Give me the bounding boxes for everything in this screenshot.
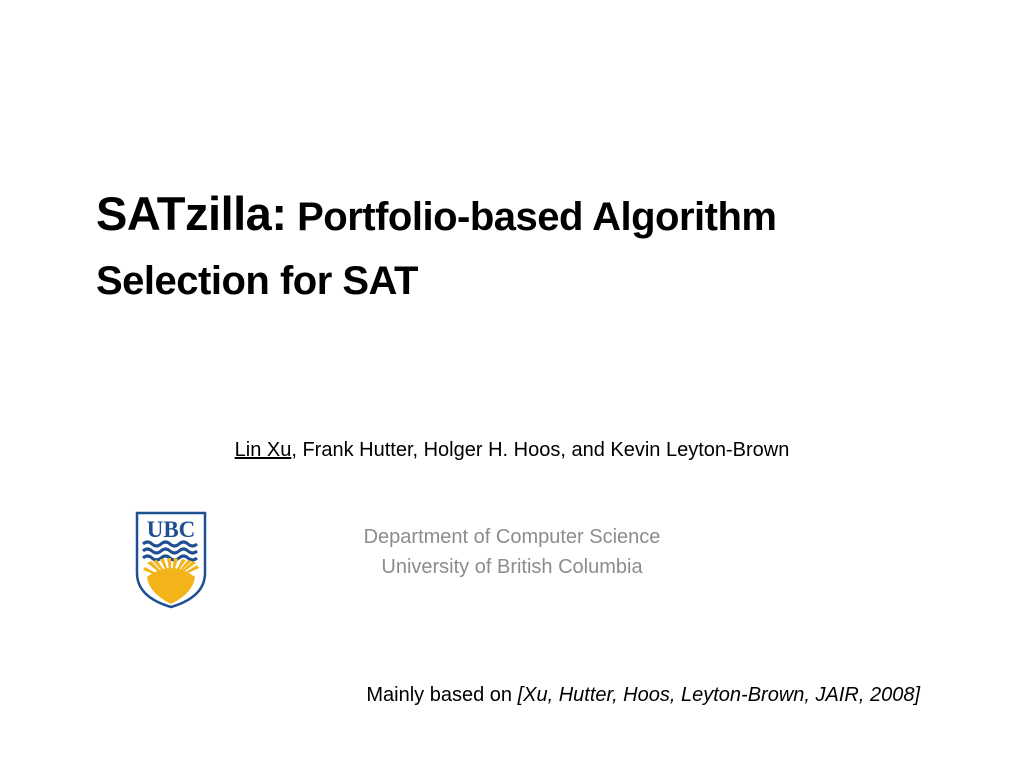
citation bbox=[366, 681, 920, 709]
affiliation bbox=[262, 522, 762, 582]
first-author: Lin Xu bbox=[234, 439, 292, 461]
citation-reference: [Xu, Hutter, Hoos, Leyton-Brown, JAIR, 2008] bbox=[517, 684, 920, 706]
title-line2: Selection for SAT bbox=[96, 259, 418, 303]
citation-prefix: Mainly based on bbox=[366, 684, 518, 706]
university-name: University of British Columbia bbox=[381, 556, 643, 578]
author-list bbox=[0, 436, 1024, 464]
title-rest-line1: Portfolio-based Algorithm bbox=[297, 195, 777, 239]
svg-text:UBC: UBC bbox=[146, 517, 196, 542]
other-authors: , Frank Hutter, Holger H. Hoos, and Kevin Leyton-Brown bbox=[291, 439, 790, 461]
slide-title bbox=[96, 182, 976, 313]
ubc-crest-icon bbox=[135, 511, 207, 609]
title-lead: SATzilla: bbox=[96, 187, 287, 240]
department-name: Department of Computer Science bbox=[363, 526, 661, 548]
